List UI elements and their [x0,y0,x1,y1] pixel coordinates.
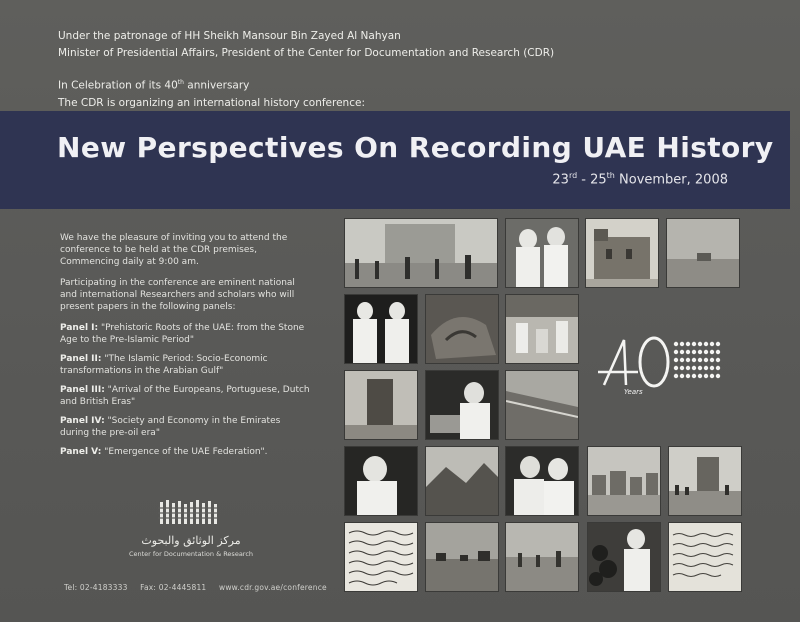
organizing-line: The CDR is organizing an international history conference: [58,96,365,109]
photo-handwritten-document-2 [668,522,742,592]
photo-fort-building [585,218,659,288]
telephone: Tel: 02-4183333 [64,583,128,592]
conference-dates: 23rd - 25th November, 2008 [552,171,728,188]
photo-desert-camp [425,522,499,592]
photo-mountain-valley [425,446,499,516]
title-banner [0,111,790,209]
photo-old-town [587,446,661,516]
forty-years-icon [594,330,734,400]
years-label: Years [624,388,643,396]
invitation-text [60,232,310,465]
panel-5: Panel V: "Emergence of the UAE Federation". [60,447,268,457]
photo-handwritten-document-1 [344,522,418,592]
photo-two-sheikhs [505,218,579,288]
contact-footer [64,583,337,592]
photo-sheikh-portrait-2 [505,446,579,516]
photo-two-men-white [344,294,418,364]
panel-2: Panel II: "The Islamic Period: Socio-Economic transformations in the Arabian Gulf" [60,354,268,376]
cdr-logo-mark-icon [158,500,218,526]
panel-4: Panel IV: "Society and Economy in the Emirates during the pre-oil era" [60,416,281,438]
photo-beach-people [505,522,579,592]
photo-rock-carving [425,294,499,364]
invite-paragraph: We have the pleasure of inviting you to attend the conference to be held at the CDR premises, Commencing daily at 9:00 am. [60,233,288,267]
photo-sheikh-signing [425,370,499,440]
patronage-line: Under the patronage of HH Sheikh Mansour Bin Zayed Al Nahyan [58,30,401,42]
photo-desert-fort-crowd [344,218,498,288]
fax: Fax: 02-4445811 [140,583,207,592]
conference-title: New Perspectives On Recording UAE History [57,131,774,164]
panel-1: Panel I: "Prehistoric Roots of the UAE: from the Stone Age to the Pre-Islamic Period" [60,323,305,345]
photo-desert-landscape [666,218,740,288]
minister-line: Minister of Presidential Affairs, President of the Center for Documentation and Research (CDR) [58,47,555,59]
anniversary-emblem [594,330,734,400]
panel-3: Panel III: "Arrival of the Europeans, Portuguese, Dutch and British Eras" [60,385,310,407]
intro-text [58,28,554,112]
photo-coastline-aerial [505,370,579,440]
photo-sheikh-portrait-1 [344,446,418,516]
photo-tent-meeting [505,294,579,364]
photo-watchtower [344,370,418,440]
photo-fort-with-camels [668,446,742,516]
website-link[interactable]: www.cdr.gov.ae/conference [219,583,327,592]
photo-sheikh-with-plants [587,522,661,592]
anniversary-line: In Celebration of its 40th anniversary [58,79,250,92]
cdr-arabic-name: مركز الوثائق والبحوث [141,534,241,547]
participants-paragraph: Participating in the conference are eminent national and international Researchers and scholars who will present papers in the following panels: [60,278,295,312]
cdr-english-name: Center for Documentation & Research [128,550,254,558]
